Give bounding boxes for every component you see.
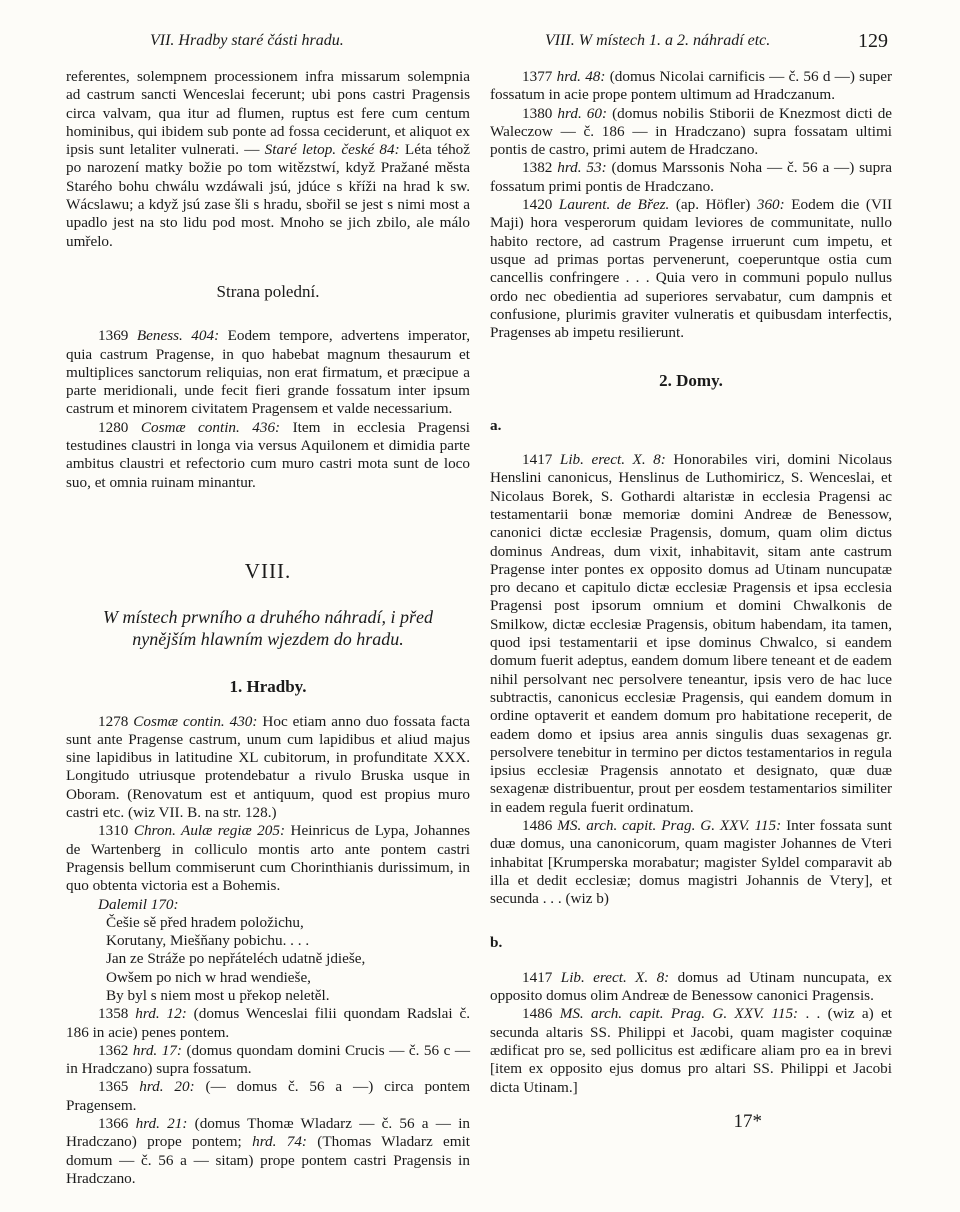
section-heading-hradby: 1. Hradby. [229,677,307,697]
entry-text: (domus Wenceslai filii quondam Radslai č. 186 in acie) penes pontem. [66,1005,471,1041]
entry-year: 1278 [98,712,129,730]
right-column [490,68,892,1150]
entry-text: (domus nobilis Stiborii de Knezmost dicti de Waleczow — č. 186 — in Hradczano) supra fossatam ultimi pontis de castro, primi autem de Hradczano. [490,104,893,159]
citation: Lib. erect. X. 8: [560,968,670,986]
page-header [0,30,960,56]
entry-year: 1417 [522,968,553,986]
entry-year: 1380 [522,104,553,122]
citation: hrd. 20: [139,1078,195,1096]
entry-text: (domus Marssonis Noha — č. 56 a —) supra fossatum primi pontis de Hradczano. [490,159,893,195]
entry-text: domus ad Utinam nuncupata, ex opposito domus olim Andreæ de Benessow canonici Pragensis. [490,968,893,1005]
paragraph-text: referentes, solempnem processionem infra missarum solempnia ad castrum sancti Wenceslai fecerunt; ubi pons castri Pragensis circa valvam, qua itur ad flumen, ruptus est fere cum centum hominibus, qui ibidem sub ponte ad fossa ceciderunt, et aliquot ex ipsis sunt letaliter vulnerati. — [66,68,470,159]
subsection-letter-a: a. [490,416,502,434]
poem-line: Češie sě před hradem položichu, [106,913,304,931]
entry-1369 [66,327,470,418]
citation: Chron. Aulæ regiæ 205: [133,822,286,840]
entry-year: 1310 [98,822,129,840]
citation: Cosmæ contin. 436: [140,418,281,436]
citation: MS. arch. capit. Prag. G. XXV. 115: [557,816,782,834]
entry-year: 1486 [522,1005,553,1023]
entry-1486b [490,1005,892,1096]
dalemil-citation [66,896,470,914]
citation: MS. arch. capit. Prag. G. XXV. 115: [559,1005,799,1023]
citation: Beness. 404: [136,327,220,345]
poem [66,914,470,1005]
entry-text: (domus Nicolai carnificis — č. 56 d —) super fossatum in acie prope pontem ultimum ad Hradczanum. [490,68,893,104]
entry-1377 [490,68,892,105]
entry-1280 [66,419,470,492]
entry-1380 [490,105,892,160]
entry-1278 [66,713,470,823]
section-heading-domy: 2. Domy. [659,371,723,391]
entry-text: (— domus č. 56 a —) circa pontem Pragensem. [66,1078,471,1114]
printer-signature: 17* [733,1110,762,1132]
entry-1310 [66,822,470,895]
entry-text: Hoc etiam anno duo fossata facta sunt ante Pragense castrum, unum cum lapidibus et aliud majus sine lapidibus in latitudine XL cubitorum, in profunditate XXX. Longitudo utriusque protendebatur a rivulo Bruska usque in Oboram. (Renovatum est et antiquum, quod est propius muro castri etc. (wiz VII. B. na str. 128.) [66,712,470,822]
entry-year: 1417 [522,451,553,469]
entry-year: 1358 [98,1005,129,1023]
page-number: 129 [858,30,888,52]
entry-year: 1486 [522,816,553,834]
entry-year: 1369 [98,327,129,345]
entry-text: Item in ecclesia Pragensi testudines claustri in longa via versus Aquilonem et dimidia parte ambitus claustri et refectorio cum muro castri mota sunt de loco suo, et omnia ruinam minantur. [66,418,470,491]
entry-1420 [490,196,892,342]
entry-year: 1377 [522,68,553,85]
entry-1417 [490,451,892,817]
entry-year: 1362 [98,1041,129,1059]
entry-text: (ap. Höfler) [675,196,751,214]
left-column [66,68,470,1188]
citation: Cosmæ contin. 430: [133,712,258,730]
citation: Lib. erect. X. 8: [559,451,666,469]
subsection-letter-b: b. [490,934,503,952]
citation: Dalemil 170: [98,895,179,913]
entry-1417b [490,969,892,1006]
entry-text: Eodem die (VII Maji) hora vesperorum quidam leviores de communitate, nullo habito rectore, ad castrum Pragense irruerunt cum impetu, et usque ad primas portas pervenerunt, coeperuntque ostia cum cancellis confringere . . . Quia vero in communi populo nullus ordo nec obedientia ad superiores servabatur, cum dampnis et confusione, plurimis graviter vulneratis et quibusdam interfectis, Pragenses ab impetu resilierunt. [490,196,893,342]
entry-year: 1420 [522,196,553,214]
citation: Laurent. de Břez. [558,196,670,214]
paragraph-text: Léta téhož po narození matky božie po tom witězstwí, když Pražané města Starého bohu chwálu wzdáwali jsú, jdúce s kříži na hrad k sw. Wácslawu; a když jsú zase šli s hradu, sbořil se jest s nimi most a upadlo jest na sto lidu pod most. Mnoho se jich zbilo, ale málo umřelo. [66,141,471,250]
citation: hrd. 17: [132,1041,182,1059]
paragraph [66,68,470,251]
entry-text: (domus quondam domini Crucis — č. 56 c — in Hradczano) supra fossatum. [66,1041,471,1078]
entry-year: 1366 [98,1115,129,1133]
citation: hrd. 53: [557,159,607,177]
citation: Staré letop. české 84: [264,141,400,159]
entry-1382 [490,159,892,196]
citation: 360: [756,196,785,214]
running-head-left: VII. Hradby staré části hradu. [150,32,344,49]
entry-year: 1365 [98,1078,129,1096]
entry-text: (Thomas Wladarz emit domum — č. 56 a — sitam) prope pontem castri Pragensis in Hradczano. [66,1133,471,1187]
entry-text: (domus Thomæ Wladarz — č. 56 a — in Hradczano) prope pontem; [66,1115,471,1151]
citation: hrd. 21: [135,1115,188,1133]
citation: hrd. 60: [557,104,608,122]
entry-1362 [66,1042,470,1079]
entry-text: Eodem tempore, advertens imperator, quia castrum Pragense, in quo habebat magnum thesaurum et multiplices sanctorum reliquias, non erat firmatum, et præcipue a parte meridionali, unde fecit fieri grande fossatum inter ipsum castrum et minorem civitatem Pragensem et valde necessarium. [66,327,470,418]
entry-text: Inter fossata sunt duæ domus, una canonicorum, quam magister Johannes de Vteri inhabitat [Krumperska morabatur; magister Syldel comparavit ab illa et dedit ecclesiæ; domus magistri Johannis de Vtery], et secunda . . . (wiz b) [490,816,892,908]
poem-line: By byl s niem most u překop neletěl. [106,986,330,1004]
poem-line: Korutany, Miešňany pobichu. . . . [106,932,310,950]
chapter-title: W místech prwního a druhého náhradí, i před nynějším hlawním wjezdem do hradu. [103,607,433,650]
entry-1486 [490,817,892,908]
entry-text: . . (wiz a) et secunda altaris SS. Philippi et Jacobi, quam magister coquinæ ædificat pro se, sed pollicitus est ædificare aliam pro ea in brevi [item ex opposito ejus domus pro altari SS. Philippi et Jacobi dicta Utinam.] [490,1005,893,1096]
poem-line: Jan ze Stráže po nepřáteléch udatně jdieše, [106,950,366,968]
section-title-strana: Strana polední. [216,281,320,301]
citation: hrd. 74: [252,1133,307,1151]
chapter-number: VIII. [244,558,292,583]
poem-line: Owšem po nich w hrad wendieše, [106,968,311,986]
entry-1366 [66,1115,470,1188]
entry-text: Honorabiles viri, domini Nicolaus Henslini canonicus, Henslinus de Luthomiricz, S. Wenceslai, et Nicolaus Borek, S. Gothardi altaristæ in ecclesia Pragensi ac testamentarii bonæ memoriæ domini Andreæ de Benessow, canonici dictæ ecclesiæ Pragensis, domum, quam olim dictus dominus Andreas, dum vixit, inhabitavit, sitam ante castrum Pragense inter pontes ex opposito domus ad Utinam nuncupatæ pro decano et capitulo dictæ ecclesiæ Pragensis et ipsa ecclesia Pragensi post ipsorum omnium et domini Chwalkonis de Smilkow, dictæ ecclesiæ Pragensis, obitum habendam, ita tamen, quod ipsi testamentarii et ipse dominus Chwalco, si eandem domum fuerit adeptus, eandem domum libere teneant et de eadem nihil persolvant nec persolvere teneantur, ipsis vero de hac luce subtractis, canonicus ecclesiæ Pragensis, qui eandem domum in ordine optaverit et eandem domum pro habitatione receperit, de eadem domo et ipsius area annis singulis duas sexagenas gr. persolvere tenebitur in termino per dictos testamentarios in regula ipsius ecclesiæ Pragensis annotato et designato, quæ duæ sexagenæ distribuentur, prout per eosdem testamentarios similiter in eadem regula fuerit ordinatum. [490,451,893,816]
entry-1358 [66,1005,470,1042]
citation: hrd. 48: [556,68,606,85]
entry-text: Heinricus de Lypa, Johannes de Wartenberg in colliculo montis arto ante pontem castri Pragensis bellum commiserunt cum Chorinthianis durissimum, in quo obtenta victoria est a Bohemis. [66,822,471,895]
citation: hrd. 12: [135,1005,187,1023]
entry-year: 1280 [98,418,129,436]
entry-year: 1382 [522,159,553,177]
running-head-right: VIII. W místech 1. a 2. náhradí etc. [545,32,771,49]
entry-1365 [66,1078,470,1115]
